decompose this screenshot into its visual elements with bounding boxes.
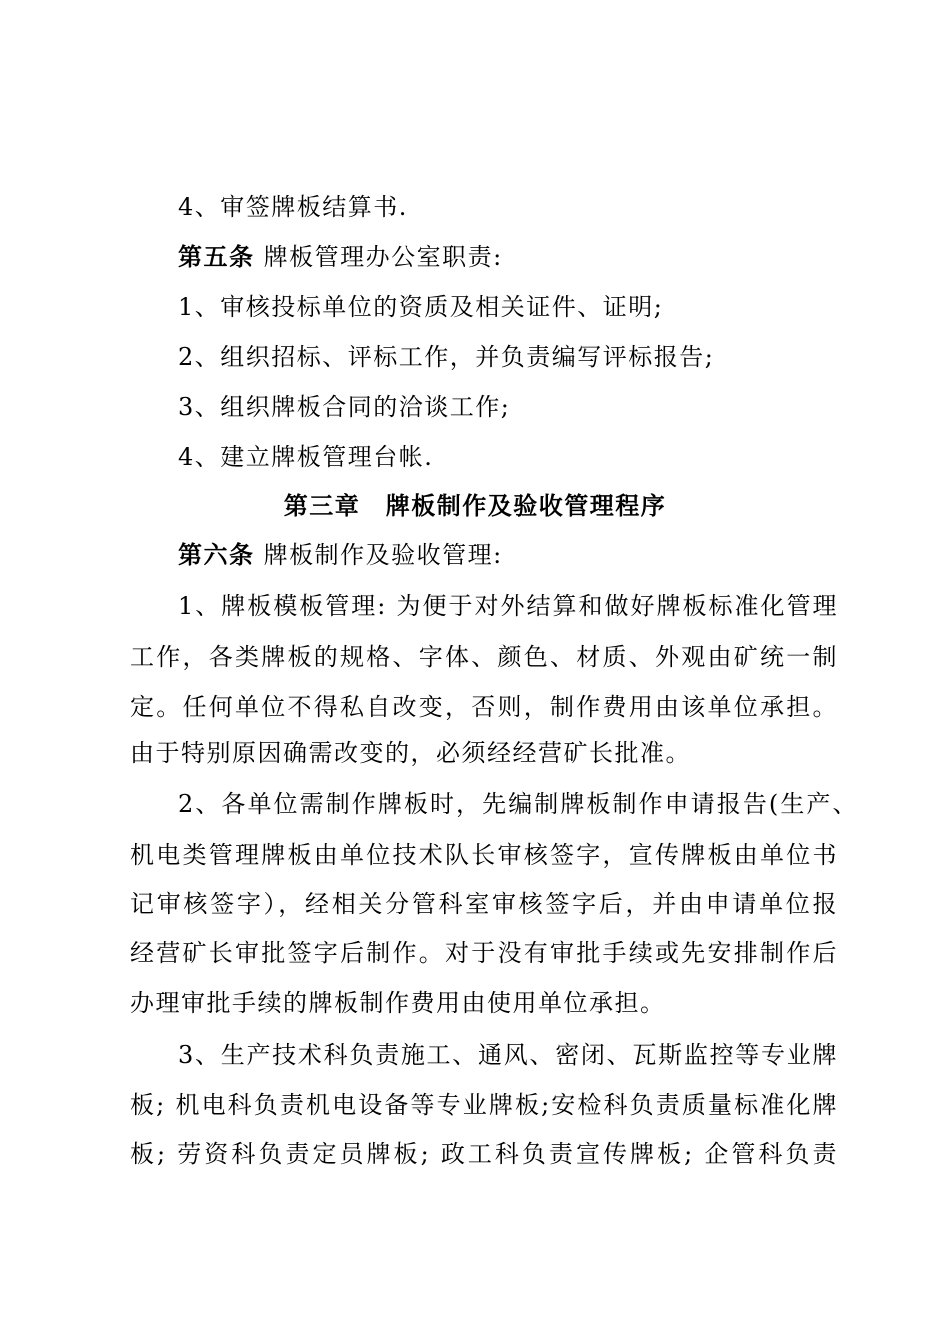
paragraph-line: 办理审批手续的牌板制作费用由使用单位承担。 — [130, 989, 666, 1017]
list-item: 3、组织牌板合同的洽谈工作; — [178, 393, 511, 421]
list-item: 2、组织招标、评标工作，并负责编写评标报告; — [178, 343, 715, 371]
paragraph-line: 板; 机电科负责机电设备等专业牌板;安检科负责质量标准化牌 — [130, 1091, 838, 1119]
paragraph-line: 记审核签字），经相关分管科室审核签字后，并由申请单位报 — [130, 890, 838, 918]
list-item: 4、审签牌板结算书. — [178, 193, 408, 221]
paragraph-line: 板; 劳资科负责定员牌板; 政工科负责宣传牌板; 企管科负责 — [130, 1140, 838, 1168]
paragraph-line: 定。任何单位不得私自改变，否则，制作费用由该单位承担。 — [130, 693, 838, 721]
paragraph-line: 3、生产技术科负责施工、通风、密闭、瓦斯监控等专业牌 — [178, 1041, 838, 1069]
paragraph-line: 1、牌板模板管理: 为便于对外结算和做好牌板标准化管理 — [178, 592, 838, 620]
paragraph-line: 工作，各类牌板的规格、字体、颜色、材质、外观由矿统一制 — [130, 643, 838, 671]
article-text: 牌板管理办公室职责: — [254, 243, 503, 271]
article-label: 第五条 — [178, 243, 255, 271]
paragraph-line: 由于特别原因确需改变的，必须经经营矿长批准。 — [130, 739, 691, 767]
chapter-title: 第三章 牌板制作及验收管理程序 — [283, 492, 667, 520]
list-item: 1、审核投标单位的资质及相关证件、证明; — [178, 293, 664, 321]
paragraph-line: 经营矿长审批签字后制作。对于没有审批手续或先安排制作后 — [130, 939, 838, 967]
paragraph-line: 机电类管理牌板由单位技术队长审核签字，宣传牌板由单位书 — [130, 841, 838, 869]
article-text: 牌板制作及验收管理: — [254, 541, 503, 569]
article-5-heading — [178, 240, 503, 274]
article-6-heading — [178, 538, 503, 572]
paragraph-line: 2、各单位需制作牌板时，先编制牌板制作申请报告(生产、 — [178, 790, 858, 818]
article-label: 第六条 — [178, 541, 255, 569]
list-item: 4、建立牌板管理台帐. — [178, 443, 434, 471]
